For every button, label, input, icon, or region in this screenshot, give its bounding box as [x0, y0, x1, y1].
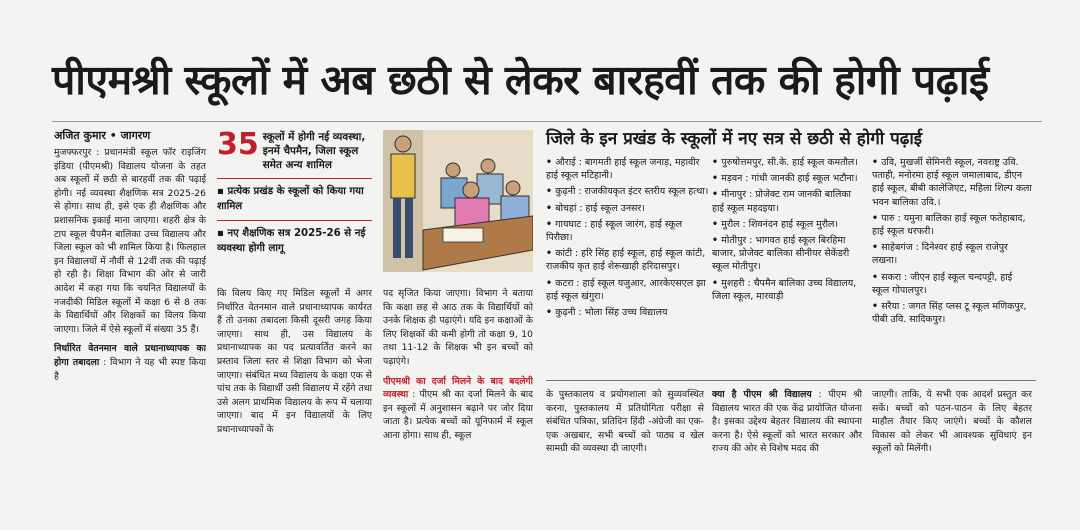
block-list-3 [872, 156, 1032, 376]
highlight-bullet-2: ▪ नए शैक्षणिक सत्र 2025-26 से नई व्यवस्था होगी लागू [217, 220, 372, 256]
article-col1-tail: : विभाग ने यह भी स्पष्ट किया है [54, 356, 206, 382]
block-list-2 [712, 156, 862, 376]
block-list-item: • मोतीपुर : भागवत हाई स्कूल बिरहिमा बाजार, प्रोजेक्ट बालिका सीनीयर सेकेंडरी स्कूल मोतीपुर। [712, 234, 862, 274]
classroom-illustration-svg [383, 130, 533, 272]
block-list-item: • मुरौल : शिवनंदन हाई स्कूल मुरौल। [712, 218, 862, 231]
block-list-item: • उवि, मुखर्जी सेमिनरी स्कूल, नवराष्ट्र उवि. पताही, मनोरमा हाई स्कूल जमालाबाद, डीएन हाई स्कूल, बीबी कालेजिएट, महिला शिल्प कला भवन बालिका उवि.। [872, 156, 1032, 209]
headline: पीएमश्री स्कूलों में अब छठी से लेकर बारहवीं तक की होगी पढ़ाई [52, 56, 989, 104]
highlight-bullet-1-text: प्रत्येक प्रखंड के स्कूलों को किया गया शामिल [217, 186, 364, 212]
subhead-pmshri-status: पीएमश्री का दर्जा मिलने के बाद बदलेगी व्यवस्था [383, 375, 533, 401]
block-list-item: • कुढ़नी : राजकीयकृत इंटर स्तरीय स्कूल हत्था। [546, 185, 710, 198]
article-column-2 [217, 287, 372, 505]
highlight-bullet-1: ▪ प्रत्येक प्रखंड के स्कूलों को किया गया शामिल [217, 178, 372, 214]
block-list-item: • कुढ़नी : भोला सिंह उच्च विद्यालय [546, 306, 710, 319]
block-list-1 [546, 156, 710, 376]
article-bottom-2 [712, 388, 862, 506]
highlight-text: स्कूलों में होगी नई व्यवस्था, इनमें चैपमैन, जिला स्कूल समेत अन्य शामिल [262, 131, 366, 171]
article-col2-text: कि विलय किए गए मिडिल स्कूलों में अगर निर्धारित वेतनमान वाले प्रधानाध्यापक कार्यरत हैं तो उनका तबादला किसी दूसरी जगह किया जाएगा। साथ ही, उस विद्यालय के प्रधानाध्यापक का पद प्रत्यावर्तित करने का प्रस्ताव जिला स्तर से शिक्षा विभाग को भेजा जाएगा। संबंधित मध्य विद्यालय के कक्षा एक से पांच तक के विद्यार्थी उसी विद्यालय में रहेंगे तथा उसे अलग प्राथमिक विद्यालय के रूप में चलाया जाएगा। बाद में इन विद्यालयों के लिए प्रधानाध्यापकों के [217, 288, 372, 435]
block-list-item: • मीनापुर : प्रोजेक्ट राम जानकी बालिका हाई स्कूल महदइया। [712, 188, 862, 214]
block-list-item: • साहेबगंज : दिनेश्वर हाई स्कूल राजेपुर लखना। [872, 241, 1032, 267]
article-lead: मुजफ्फरपुर : प्रधानमंत्री स्कूल फॉर राइजिंग इंडिया (पीएमश्री) विद्यालय योजना के तहत अब स्कूलों में छठी से बारहवीं तक की पढ़ाई होगी। नई व्यवस्था शैक्षणिक सत्र 2025-26 से होगा। साथ ही, इसे एक ही शैक्षणिक और प्रशासनिक इकाई माना जाएगा। शहरी क्षेत्र के टाप स्कूल चैपमैन बालिका उच्च विद्यालय और जिला स्कूल को भी शामिल किया है। फिलहाल इन विद्यालयों में नौवीं से 12वीं तक की पढ़ाई हो रही है। शिक्षा विभाग की ओर से जारी आदेश में कहा गया कि चयनित विद्यालयों के नजदीकी मिडिल स्कूलों में कक्षा 6 से 8 तक के विद्यार्थियों और शिक्षकों का विलय किया जाएगा। जिले में ऐसे स्कूलों में संख्या 35 हैं। [54, 147, 206, 335]
article-col3-p2: : पीएम श्री का दर्जा मिलने के बाद इन स्कूलों में अनुशासन बढ़ाने पर जोर दिया जाता है। प्रत्येक बच्चों को यूनिफार्म में स्कूल आना होगा। साथ ही, स्कूल [383, 389, 533, 441]
article-column-1 [54, 146, 206, 501]
article-bottom-3-text: जाएगी। ताकि, ये सभी एक आदर्श प्रस्तुत कर सकें। बच्चों को पठन-पाठन के लिए बेहतर माहौल तैयार किए जाएंगे। बच्चों के कौशल विकास को लेकर भी आवश्यक सुविधाएं इन स्कूलों को मिलेंगी। [872, 389, 1032, 455]
block-list-item: • औराई : बागमती हाई स्कूल जनाड़, महावीर हाई स्कूल मटिहानी। [546, 156, 710, 182]
blocks-section-heading: जिले के इन प्रखंड के स्कूलों में नए सत्र से छठी से होगी पढ़ाई [546, 129, 923, 149]
highlight-number: 35 [217, 127, 259, 162]
block-list-item: • सरैया : जगत सिंह प्लस टू स्कूल मणिकपुर, पीबी उवि. सादिकपुर। [872, 300, 1032, 326]
section-divider [546, 380, 1036, 381]
block-list-item: • मड़वन : गांधी जानकी हाई स्कूल भटौना। [712, 172, 862, 185]
article-bottom-1-text: के पुस्तकालय व प्रयोगशाला को सुव्यवस्थित करना, पुस्तकालय में प्रतियोगिता परीक्षा से संबंधित पत्रिका, प्रतिदिन हिंदी -अंग्रेजी का एक-एक अखबार, सभी बच्चों को पाठ्य व खेल सामग्री की व्यवस्था दी जाएगी। [546, 389, 704, 455]
block-list-item: • पारु : यमुना बालिका हाई स्कूल फतेहाबाद, हाई स्कूल धरफरी। [872, 212, 1032, 238]
block-list-item: • बोचहां : हाई स्कूल उनसर। [546, 202, 710, 215]
headline-rule [52, 121, 1042, 122]
article-bottom-3 [872, 388, 1032, 506]
article-bottom-2-text: : पीएम श्री विद्यालय भारत की एक केंद्र प्रायोजित योजना है। इसका उद्देश्य बेहतर विद्यालय की स्थापना करना है। ऐसे स्कूलों को भारत सरकार और राज्य की ओर से विशेष मदद की [712, 389, 862, 455]
byline: अजित कुमार • जागरण [54, 129, 151, 142]
block-list-item: • पुरुषोत्तमपुर, सी.के. हाई स्कूल कमतौल। [712, 156, 862, 169]
article-col3-p1: पद सृजित किया जाएगा। विभाग ने बताया कि कक्षा छह से आठ तक के विद्यार्थियों को उनके शिक्षक ही पढ़ाएंगे। यदि इन कक्षाओं के लिए शिक्षकों की कमी होगी तो कक्षा 9, 10 तथा 11-12 के शिक्षक भी इन बच्चों को पढ़ाएंगे। [383, 288, 533, 367]
article-bottom-1 [546, 388, 704, 506]
classroom-illustration [383, 130, 533, 272]
subhead-what-is-pmshri: क्या है पीएम श्री विद्यालय [712, 389, 812, 400]
block-list-item: • गायघाट : हाई स्कूल जारंग, हाई स्कूल पिरौछा। [546, 218, 710, 244]
subhead-transfer: निर्धारित वेतनमान वाले प्रधानाध्यापक का होगा तबादला [54, 343, 206, 368]
highlight-box [217, 127, 372, 256]
block-list-item: • कटरा : हाई स्कूल यजुआर, आरकेएसएल झा हाई स्कूल खंगुरा। [546, 277, 710, 303]
block-list-item: • सकरा : जीएन हाई स्कूल चन्दपट्टी, हाई स्कूल गोपालपुर। [872, 271, 1032, 297]
block-list-item: • मुशहरी : चैपमैन बालिका उच्च विद्यालय, जिला स्कूल, मारवाड़ी [712, 277, 862, 303]
highlight-bullet-2-text: नए शैक्षणिक सत्र 2025-26 से नई व्यवस्था होगी लागू [217, 228, 366, 254]
article-column-3 [383, 287, 533, 505]
block-list-item: • कांटी : हरि सिंह हाई स्कूल, हाई स्कूल कांटी, राजकीय कृत हाई शेरूखाही हरिदासपुर। [546, 247, 710, 273]
